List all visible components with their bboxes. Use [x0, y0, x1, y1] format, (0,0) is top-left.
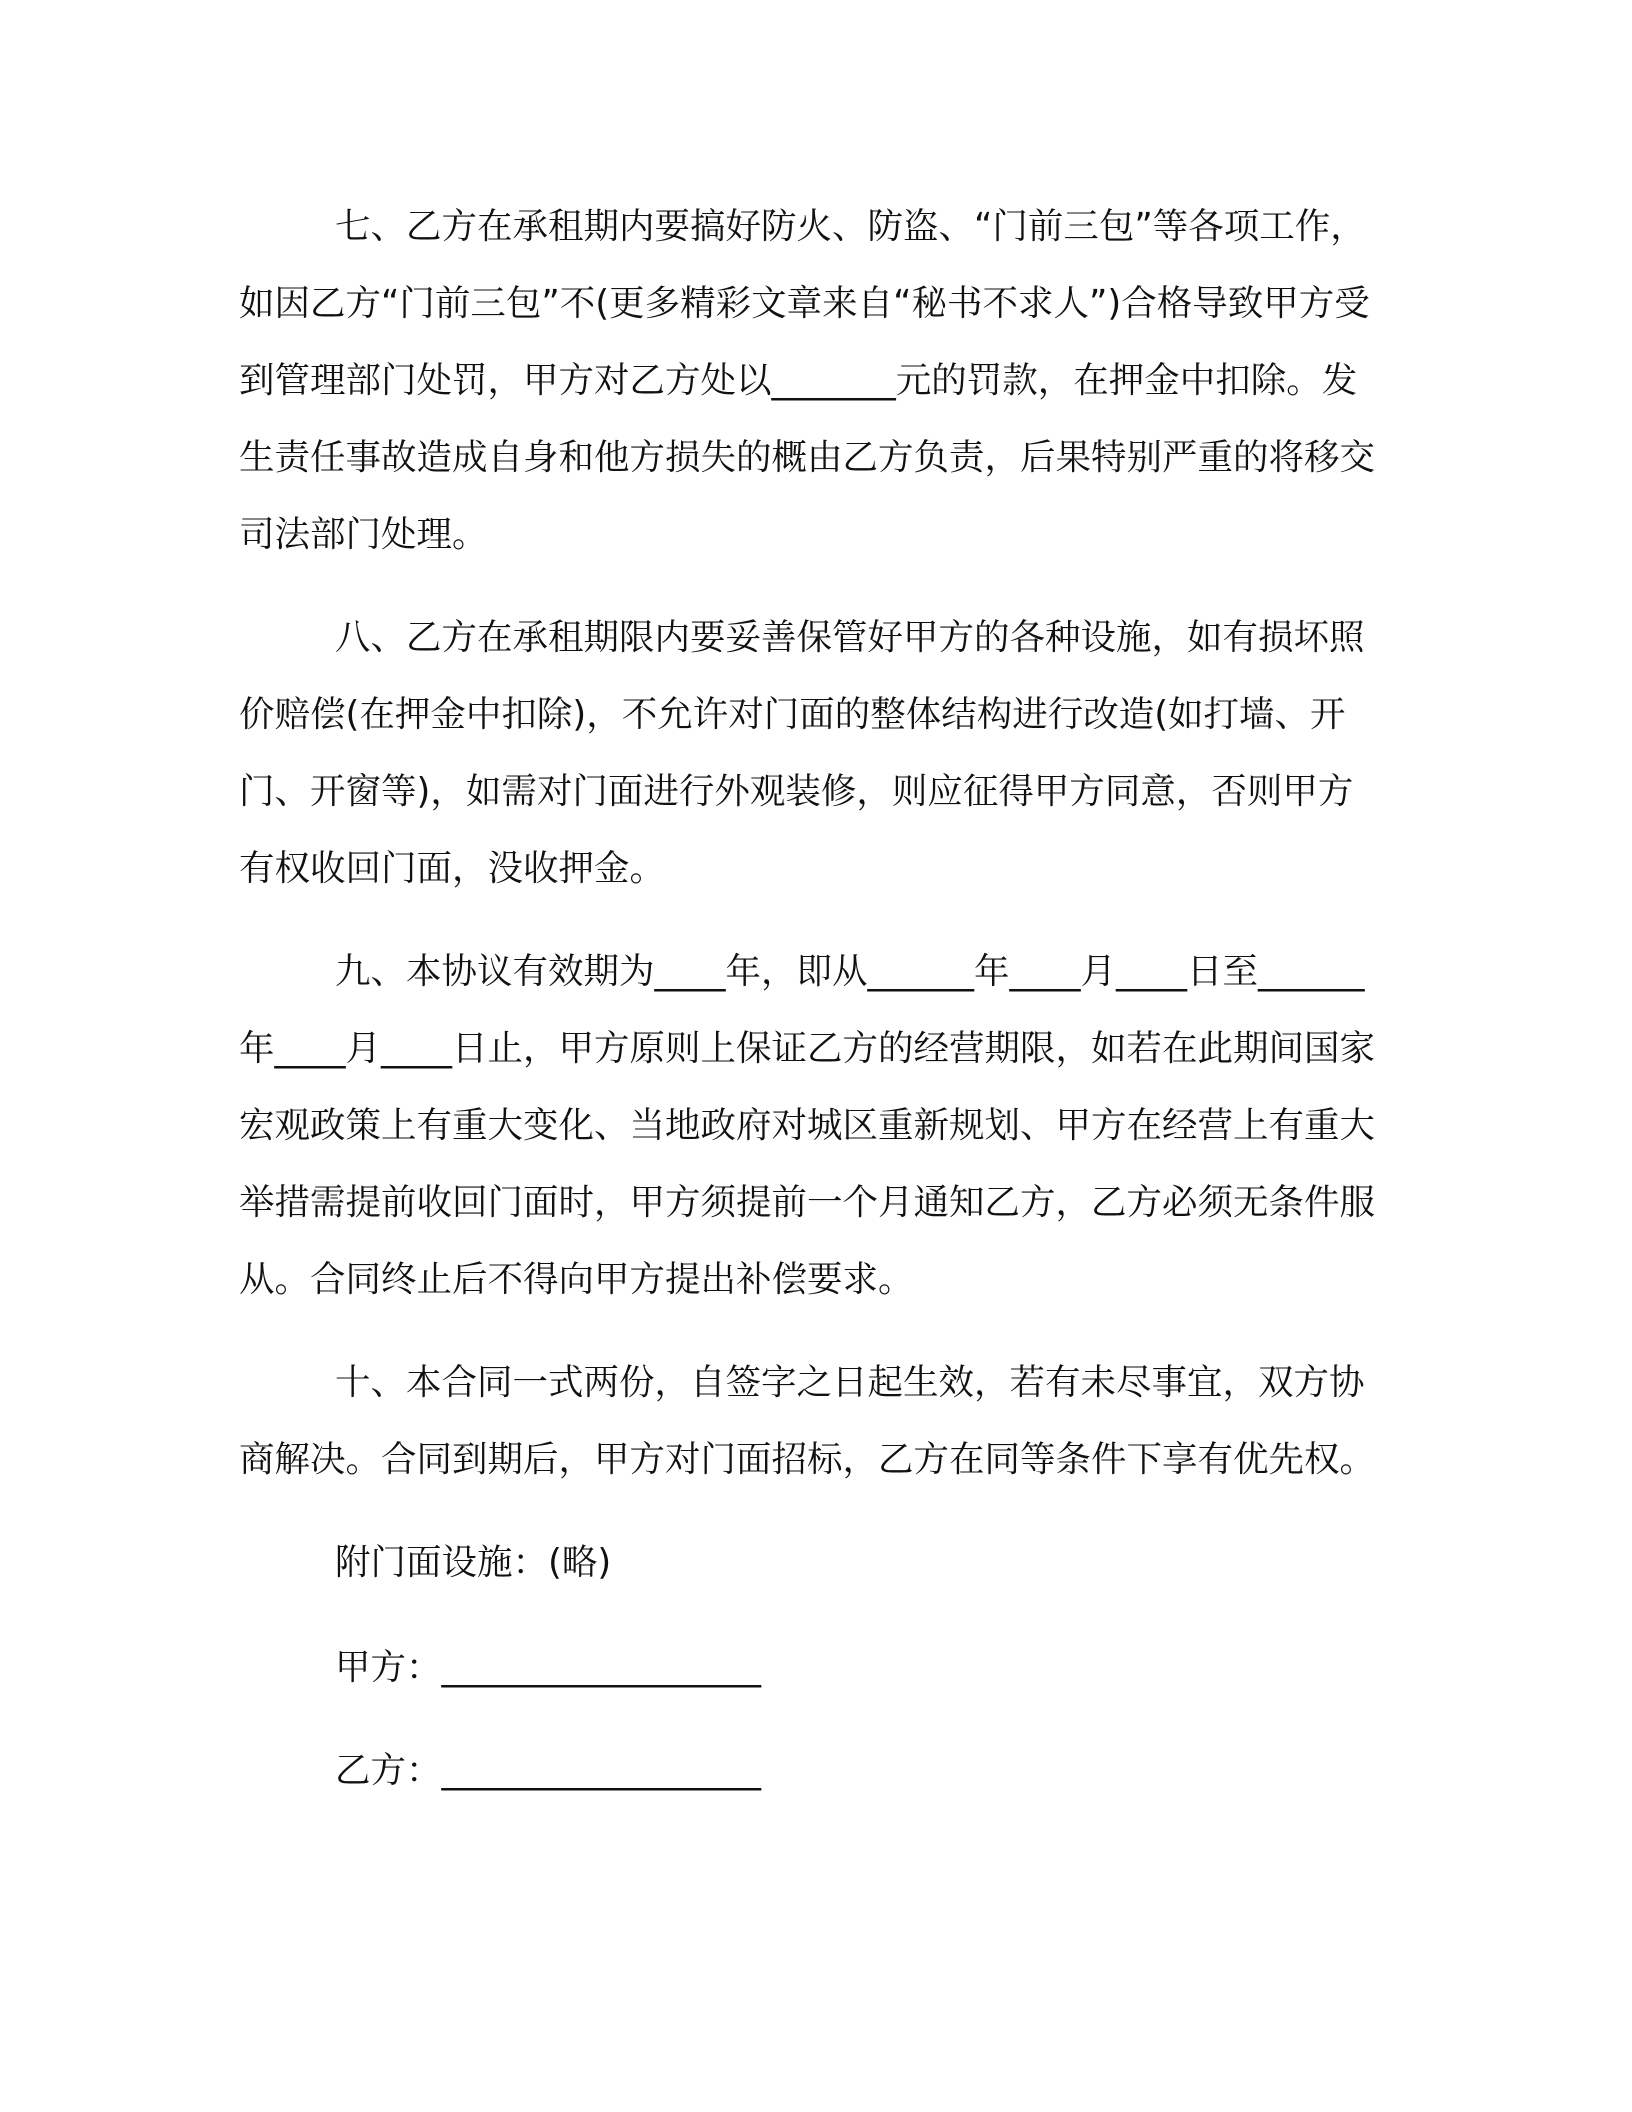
- clause-nine: 九、本协议有效期为____年，即从______年____月____日至______年____月____日止，甲方原则上保证乙方的经营期限，如若在此期间国家宏观政策上有重大变化、当地政府对城区重新规划、甲方在经营上有重大举措需提前收回门面时，甲方须提前一个月通知乙方，乙方必须无条件服从。合同终止后不得向甲方提出补偿要求。: [239, 951, 1376, 1300]
- document-body: [239, 188, 1379, 1809]
- clause-seven: 七、乙方在承租期内要搞好防火、防盗、“门前三包”等各项工作，如因乙方“门前三包”不(更多精彩文章来自“秘书不求人”)合格导致甲方受到管理部门处罚，甲方对乙方处以_______元的罚款，在押金中扣除。发生责任事故造成自身和他方损失的概由乙方负责，后果特别严重的将移交司法部门处理。: [239, 206, 1376, 555]
- party-b-signature: 乙方：__________________: [335, 1750, 762, 1791]
- attachment-note: 附门面设施：(略): [335, 1542, 612, 1583]
- clause-ten: 十、本合同一式两份，自签字之日起生效，若有未尽事宜，双方协商解决。合同到期后，甲方对门面招标，乙方在同等条件下享有优先权。: [239, 1362, 1376, 1480]
- party-a-signature: 甲方：__________________: [335, 1647, 762, 1688]
- clause-eight: 八、乙方在承租期限内要妥善保管好甲方的各种设施，如有损坏照价赔偿(在押金中扣除)，不允许对门面的整体结构进行改造(如打墙、开门、开窗等)，如需对门面进行外观装修，则应征得甲方同意，否则甲方有权收回门面，没收押金。: [239, 617, 1365, 889]
